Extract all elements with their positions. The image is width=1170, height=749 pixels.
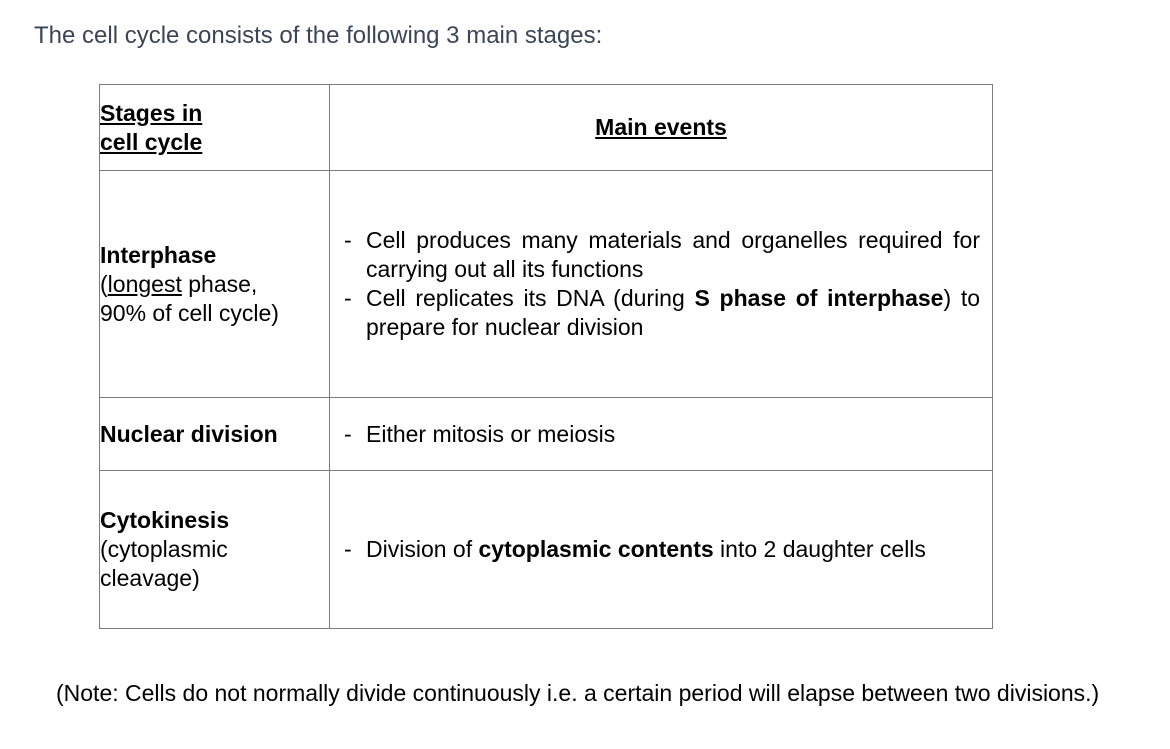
header-stages-line1: Stages in [100,99,203,126]
header-main-events-label: Main events [595,114,727,140]
cell-cycle-table [99,84,993,629]
stage-name: Nuclear division [100,420,278,447]
stage-note-open: ( [100,270,108,297]
stage-cell-cytokinesis [100,471,330,629]
header-main-events [330,85,993,171]
stage-cell-nuclear-division [100,398,330,471]
stage-cell-interphase [100,171,330,398]
event-text-pre: Cell replicates its DNA (during [366,285,695,311]
stage-name: Interphase [100,241,217,268]
event-text-bold: S phase of interphase [694,285,944,311]
event-item [344,420,980,449]
stage-name: Cytokinesis [100,507,230,533]
event-text: Cell produces many materials and organelles required for carrying out all its functions [366,227,980,282]
event-item [344,226,980,284]
event-text-bold: cytoplasmic contents [478,536,714,562]
events-cell-nuclear-division [330,398,993,471]
events-cell-cytokinesis [330,471,993,629]
stage-note-rest: phase, [181,270,258,297]
events-cell-interphase [330,171,993,398]
stage-note-line2: cleavage) [100,565,200,591]
stage-note-line1: (cytoplasmic [100,536,228,562]
header-stages [100,85,330,171]
header-stages-line2: cell cycle [100,128,203,155]
table-header-row [100,85,993,171]
events-list [330,535,992,564]
event-text-post: into 2 daughter cells [713,536,926,562]
stage-note-line2: 90% of cell cycle) [100,299,279,326]
event-text-post: ) to prepare for nuclear division [366,285,981,340]
event-item [344,284,980,342]
stage-note-underlined: longest [107,270,182,297]
event-text-pre: Division of [366,536,479,562]
event-item [344,535,980,564]
events-list [330,420,992,449]
events-list [330,226,992,342]
table-row-cytokinesis [100,471,993,629]
event-text: Either mitosis or meiosis [366,420,616,447]
table-row-interphase [100,171,993,398]
footnote: (Note: Cells do not normally divide continuously i.e. a certain period will elapse between two divisions.) [56,680,1100,706]
table-row-nuclear-division [100,398,993,471]
intro-text: The cell cycle consists of the following 3 main stages: [34,22,603,49]
